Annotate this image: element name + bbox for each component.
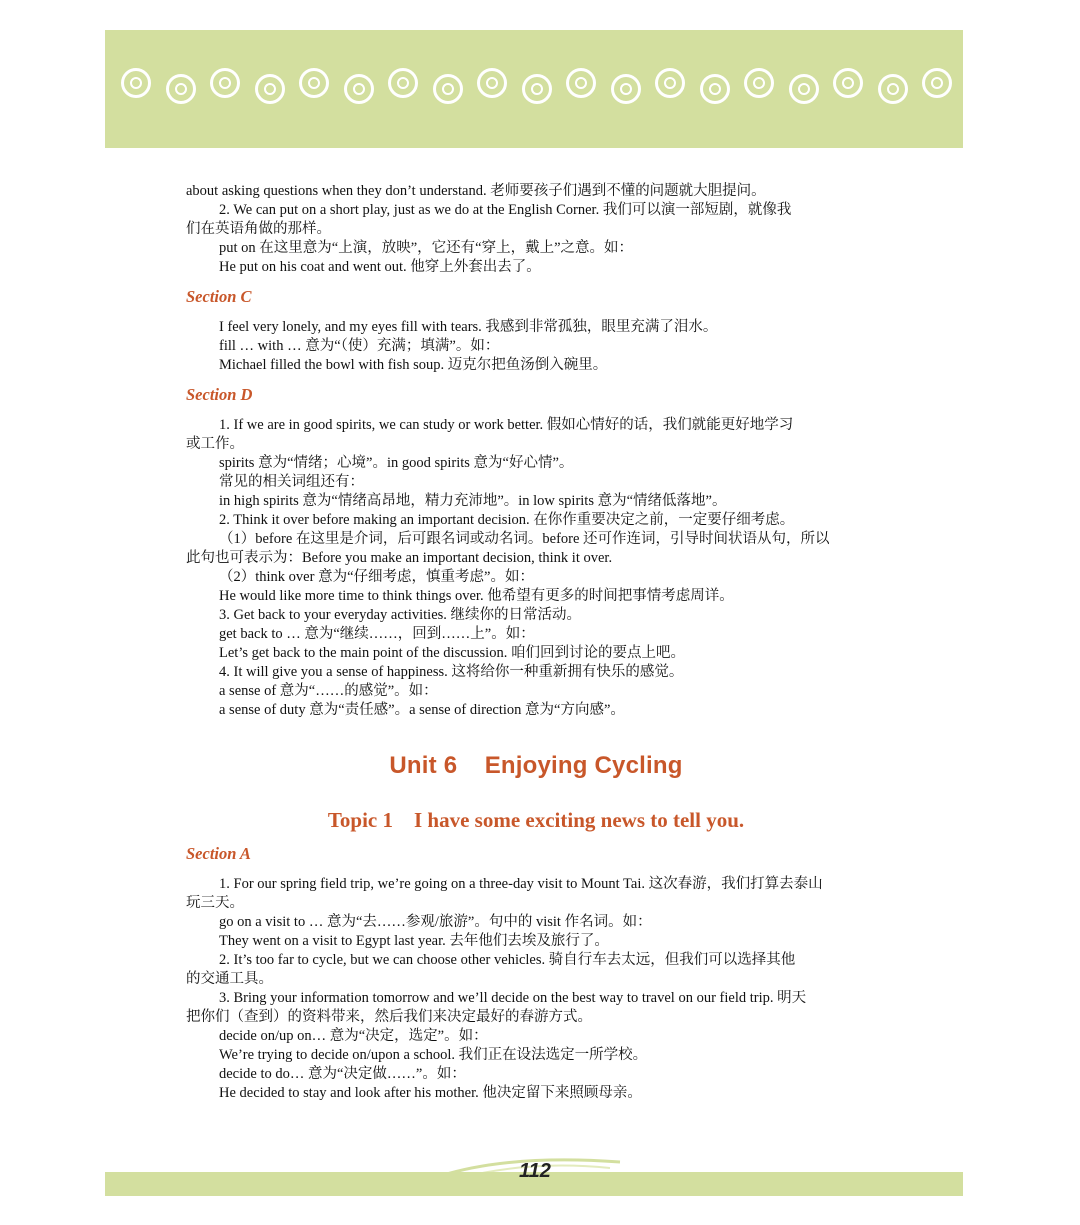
text-line: 此句也可表示为：Before you make an important decision, think it over.: [186, 550, 613, 566]
ring-ornament: [344, 74, 374, 104]
page-content: [186, 182, 886, 1103]
ring-ornament: [611, 74, 641, 104]
ring-ornament: [655, 68, 685, 98]
ring-ornament: [388, 68, 418, 98]
ring-ornament: [522, 74, 552, 104]
ring-ornament: [166, 74, 196, 104]
text-line: （2）think over 意为“仔细考虑，慎重考虑”。如：: [219, 569, 534, 585]
text-line: 3. Get back to your everyday activities. 继续你的日常活动。: [219, 607, 582, 623]
ring-ornament: [878, 74, 908, 104]
ring-ornament: [833, 68, 863, 98]
text-line: decide to do… 意为“决定做……”。如：: [219, 1066, 466, 1082]
text-line: He would like more time to think things over. 他希望有更多的时间把事情考虑周详。: [219, 588, 734, 604]
text-line: fill … with … 意为“（使）充满；填满”。如：: [219, 338, 500, 354]
text-line: 玩三天。: [186, 895, 244, 911]
text-line: a sense of duty 意为“责任感”。a sense of direction 意为“方向感”。: [219, 702, 625, 718]
ring-ornament: [299, 68, 329, 98]
text-line: They went on a visit to Egypt last year. 去年他们去埃及旅行了。: [219, 933, 609, 949]
text-line: decide on/up on… 意为“决定，选定”。如：: [219, 1028, 488, 1044]
header-band: [105, 30, 963, 148]
ring-ornament: [744, 68, 774, 98]
text-line: put on 在这里意为“上演，放映”，它还有“穿上，戴上”之意。如：: [219, 240, 634, 256]
text-line: 4. It will give you a sense of happiness. 这将给你一种重新拥有快乐的感觉。: [219, 664, 684, 680]
text-line: 把你们（查到）的资料带来，然后我们来决定最好的春游方式。: [186, 1009, 592, 1025]
text-line: get back to … 意为“继续……，回到……上”。如：: [219, 626, 535, 642]
ring-decoration: [113, 68, 955, 108]
text-line: Michael filled the bowl with fish soup. 迈克尔把鱼汤倒入碗里。: [219, 357, 608, 373]
text-line: 或工作。: [186, 436, 244, 452]
text-line: He decided to stay and look after his mother. 他决定留下来照顾母亲。: [219, 1085, 642, 1101]
text-line: I feel very lonely, and my eyes fill with tears. 我感到非常孤独，眼里充满了泪水。: [219, 319, 718, 335]
text-line: 3. Bring your information tomorrow and we’ll decide on the best way to travel on our field trip. 明天: [219, 990, 807, 1006]
text-line: 2. We can put on a short play, just as we do at the English Corner. 我们可以演一部短剧，就像我: [219, 202, 792, 218]
section-a-heading: Section A: [186, 844, 251, 863]
text-line: Let’s get back to the main point of the discussion. 咱们回到讨论的要点上吧。: [219, 645, 685, 661]
text-line: 2. It’s too far to cycle, but we can choose other vehicles. 骑自行车去太远，但我们可以选择其他: [219, 952, 796, 968]
text-line: in high spirits 意为“情绪高昂地，精力充沛地”。in low spirits 意为“情绪低落地”。: [219, 493, 727, 509]
text-line: 常见的相关词组还有：: [219, 474, 364, 490]
section-c-heading: Section C: [186, 287, 252, 306]
text-line: 们在英语角做的那样。: [186, 221, 331, 237]
topic-title: Topic 1 I have some exciting news to tell you.: [327, 808, 745, 832]
text-line: 1. If we are in good spirits, we can study or work better. 假如心情好的话，我们就能更好地学习: [219, 417, 794, 433]
text-line: spirits 意为“情绪；心境”。in good spirits 意为“好心情”。: [219, 455, 574, 471]
ring-ornament: [210, 68, 240, 98]
ring-ornament: [121, 68, 151, 98]
text-line: 的交通工具。: [186, 971, 273, 987]
text-line: He put on his coat and went out. 他穿上外套出去了。: [219, 259, 541, 275]
text-line: （1）before 在这里是介词，后可跟名词或动名词。before 还可作连词，引导时间状语从句，所以: [219, 531, 830, 547]
text-line: about asking questions when they don’t understand. 老师要孩子们遇到不懂的问题就大胆提问。: [186, 183, 766, 199]
text-line: a sense of 意为“……的感觉”。如：: [219, 683, 438, 699]
page-number: 112: [519, 1160, 551, 1182]
text-line: 1. For our spring field trip, we’re going on a three-day visit to Mount Tai. 这次春游，我们打算去泰山: [219, 876, 823, 892]
text-line: We’re trying to decide on/upon a school. 我们正在设法选定一所学校。: [219, 1047, 648, 1063]
ring-ornament: [477, 68, 507, 98]
section-d-heading: Section D: [186, 385, 253, 404]
text-line: 2. Think it over before making an important decision. 在你作重要决定之前，一定要仔细考虑。: [219, 512, 795, 528]
ring-ornament: [700, 74, 730, 104]
ring-ornament: [433, 74, 463, 104]
ring-ornament: [255, 74, 285, 104]
ring-ornament: [922, 68, 952, 98]
ring-ornament: [789, 74, 819, 104]
unit-title: Unit 6 Enjoying Cycling: [389, 752, 683, 779]
ring-ornament: [566, 68, 596, 98]
text-line: go on a visit to … 意为“去……参观/旅游”。句中的 visit 作名词。如：: [219, 914, 652, 930]
